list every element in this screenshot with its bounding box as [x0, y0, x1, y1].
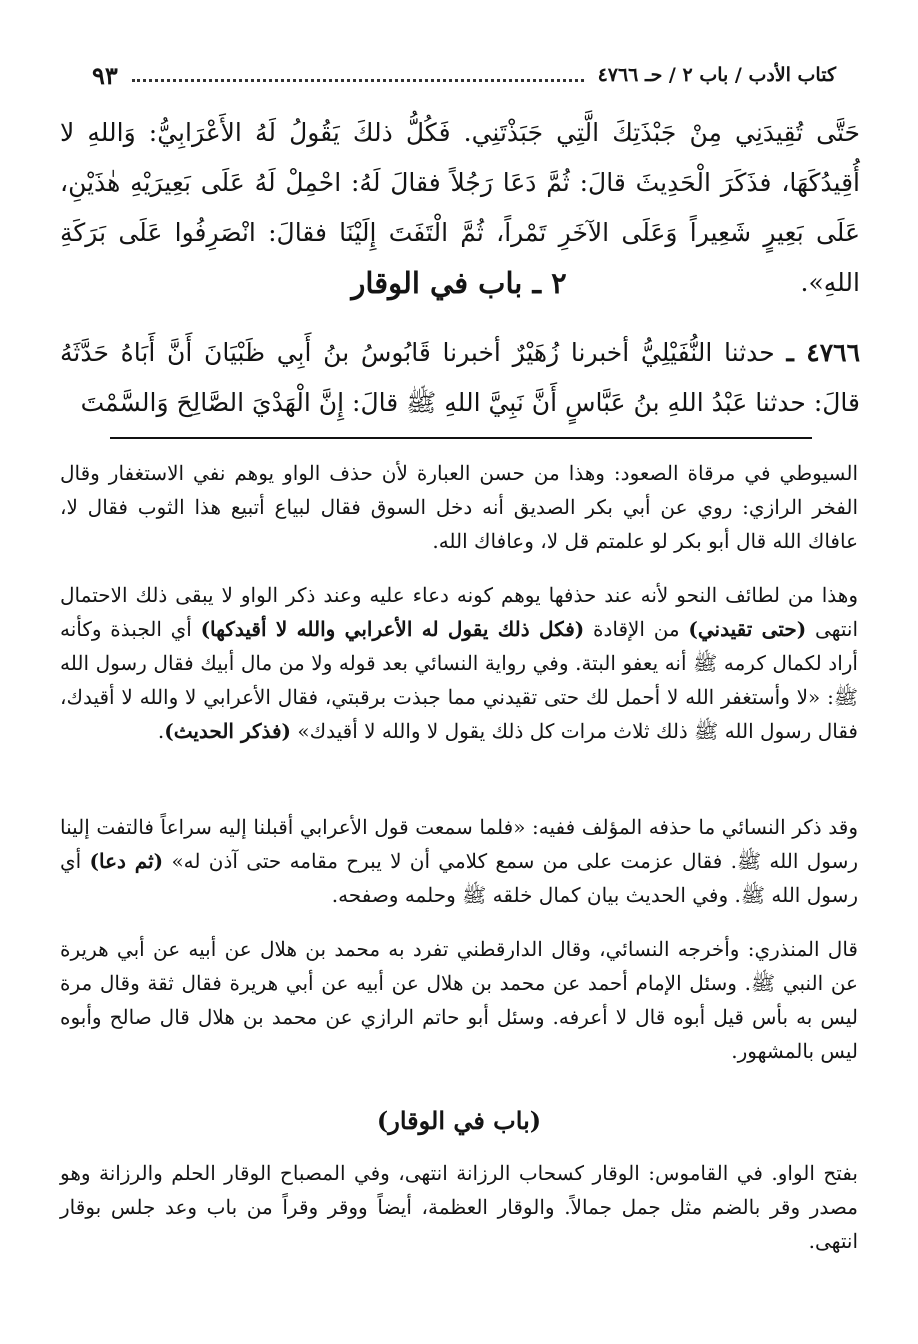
commentary-paragraph-1: السيوطي في مرقاة الصعود: وهذا من حسن العبارة لأن حذف الواو يوهم نفي الاستغفار وقال الفخر الرازي: روي عن أبي بكر الصديق أنه دخل السوق فقال لبياع أتبيع هذا الثوب فقال لا، عافاك الله قال أبو بكر لو علمتم قل لا، وعافاك الله. [60, 461, 858, 553]
quoted-phrase: (ثم دعا) [89, 849, 164, 873]
quoted-phrase: (فكل ذلك يقول له الأعرابي والله لا أقيدكها) [200, 617, 585, 641]
commentary-text: من الإقادة [584, 617, 689, 641]
commentary-text: . [157, 719, 165, 743]
commentary-block-1 [60, 456, 858, 558]
commentary-subheading: (باب في الوقار) [376, 1106, 542, 1135]
commentary-paragraph-5: بفتح الواو. في القاموس: الوقار كسحاب الرزانة انتهى، وفي المصباح الوقار الحلم والرزانة وهو مصدر وقر بالضم مثل جمل جمالاً. والوقار العظمة، أيضاً ووقر وقراً من باب وعد جلس بوقار انتهى. [60, 1161, 858, 1253]
commentary-paragraph-2 [60, 578, 858, 748]
commentary-block-2 [60, 578, 858, 748]
header-dotted-leader [132, 79, 584, 82]
quoted-phrase: (فذكر الحديث) [164, 719, 292, 743]
hadith-paragraph [60, 328, 860, 428]
commentary-text: أي رسول الله ﷺ. وفي الحديث بيان كمال خلقه ﷺ وحلمه وصفحه. [60, 849, 858, 907]
hadith-number: ٤٧٦٦ ـ [786, 338, 860, 367]
running-title: كتاب الأدب / باب ٢ / حـ ٤٧٦٦ [597, 64, 836, 86]
quoted-phrase: (حتى تقيدني) [688, 617, 807, 641]
main-paragraph-1: حَتَّى تُقِيدَنِي مِنْ جَبْذَتِكَ الَّتِي جَبَذْتَنِي. فَكُلُّ ذلكَ يَقُولُ لَهُ الأَعْرَابِيُّ: وَاللهِ لا أُقِيدُكَهَا، فذَكَرَ الْحَدِيثَ قالَ: ثُمَّ دَعَا رَجُلاً فقالَ لَهُ: احْمِلْ لَهُ عَلَى بَعِيرَيْهِ هٰذَيْنِ، عَلَى بَعِيرٍ شَعِيراً وَعَلَى الآخَرِ تَمْراً، ثُمَّ الْتَفَتَ إِلَيْنَا فقالَ: انْصَرِفُوا عَلَى بَرَكَةِ اللهِ». [60, 118, 860, 297]
commentary-paragraph-3 [60, 810, 858, 912]
footnote-divider [110, 437, 812, 439]
page-header [92, 58, 836, 92]
page-number: ٩٣ [92, 60, 118, 90]
commentary-block-4 [60, 932, 858, 1068]
commentary-text: وهذا من لطائف النحو لأنه عند حذفها يوهم كونه دعاء عليه وعند ذكر الواو لا يبقى ذلك الاحتمال انتهى [60, 583, 859, 641]
hadith-text: حدثنا النُّفَيْلِيُّ أخبرنا زُهَيْرٌ أخبرنا قَابُوسُ بنُ أَبِي ظَبْيَانَ أَنَّ أَبَاهُ حَدَّثَهُ قالَ: حدثنا عَبْدُ اللهِ بنُ عَبَّاسٍ أَنَّ نَبِيَّ اللهِ ﷺ قالَ: إِنَّ الْهَدْيَ الصَّالِحَ وَالسَّمْتَ [60, 338, 860, 417]
commentary-block-3 [60, 810, 858, 912]
chapter-heading: ٢ ـ باب في الوقار [351, 266, 567, 300]
commentary-block-5 [60, 1156, 858, 1258]
main-text-block-2 [60, 328, 860, 428]
commentary-text: وقد ذكر النسائي ما حذفه المؤلف ففيه: «فلما سمعت قول الأعرابي أقبلنا إليه سراعاً فالتفت إلينا رسول الله ﷺ. فقال عزمت على من سمع كلامي أن لا يبرح مقامه حتى آذن له» [60, 815, 858, 873]
commentary-paragraph-4: قال المنذري: وأخرجه النسائي، وقال الدارقطني تفرد به محمد بن هلال عن أبيه عن أبي هريرة عن النبي ﷺ. وسئل الإمام أحمد عن محمد بن هلال عن أبيه عن أبي هريرة فقال ثقة وقال مرة ليس به بأس قيل أبوه قال لا أعرفه. وسئل أبو حاتم الرازي عن محمد بن هلال قال صالح وأبوه ليس بالمشهور. [60, 937, 858, 1063]
commentary-text: أي الجبذة وكأنه أراد لكمال كرمه ﷺ أنه يعفو البتة. وفي رواية النسائي بعد قوله ولا من مال أبيك فقال رسول الله ﷺ: «لا وأستغفر الله لا أحمل لك حتى تقيدني مما جبذت برقبتي، فقال الأعرابي لا والله لا أقيدك، فقال رسول الله ﷺ ذلك ثلاث مرات كل ذلك يقول لا والله لا أقيدك» [60, 617, 858, 743]
